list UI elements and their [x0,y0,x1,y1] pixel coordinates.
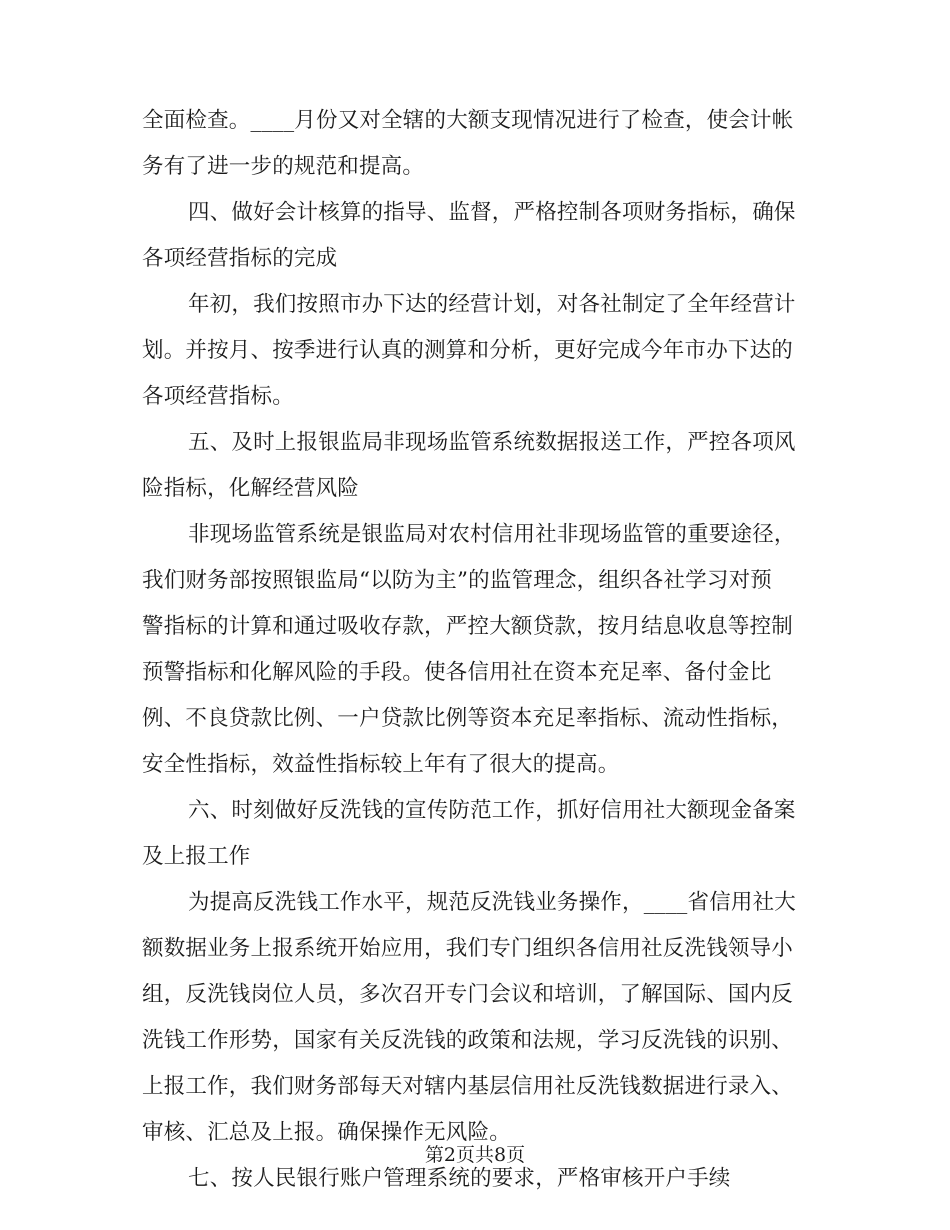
section-heading-6: 六、时刻做好反洗钱的宣传防范工作，抓好信用社大额现金备案 [188,798,796,823]
text-line: 各项经营指标。 [142,384,294,409]
section-heading-6-cont: 及上报工作 [142,844,251,869]
text-line: 审核、汇总及上报。确保操作无风险。 [142,1120,511,1145]
document-body [142,98,808,1202]
text-line: 全面检查。____月份又对全辖的大额支现情况进行了检查，使会计帐 [142,108,794,133]
text-line: 年初，我们按照市办下达的经营计划，对各社制定了全年经营计 [188,292,796,317]
text-line: 洗钱工作形势，国家有关反洗钱的政策和法规，学习反洗钱的识别、 [142,1028,794,1053]
section-heading-4-cont: 各项经营指标的完成 [142,246,338,271]
text-line: 警指标的计算和通过吸收存款，严控大额贷款，按月结息收息等控制 [142,614,794,639]
text-line: 额数据业务上报系统开始应用，我们专门组织各信用社反洗钱领导小 [142,936,794,961]
text-line: 非现场监管系统是银监局对农村信用社非现场监管的重要途径， [188,522,796,547]
text-line: 我们财务部按照银监局“以防为主”的监管理念，组织各社学习对预 [142,568,772,593]
section-heading-4: 四、做好会计核算的指导、监督，严格控制各项财务指标，确保 [188,200,796,225]
section-heading-5-cont: 险指标，化解经营风险 [142,476,360,501]
text-line: 务有了进一步的规范和提高。 [142,154,425,179]
text-line: 上报工作，我们财务部每天对辖内基层信用社反洗钱数据进行录入、 [142,1074,794,1099]
page-number: 第2页共8页 [424,1144,526,1166]
text-line: 预警指标和化解风险的手段。使各信用社在资本充足率、备付金比 [142,660,772,685]
text-line: 安全性指标，效益性指标较上年有了很大的提高。 [142,752,620,777]
text-line: 划。并按月、按季进行认真的测算和分析，更好完成今年市办下达的 [142,338,794,363]
section-heading-7: 七、按人民银行账户管理系统的要求，严格审核开户手续 [188,1166,731,1191]
text-line: 组，反洗钱岗位人员，多次召开专门会议和培训，了解国际、国内反 [142,982,794,1007]
text-line: 为提高反洗钱工作水平，规范反洗钱业务操作，____省信用社大 [188,890,797,915]
section-heading-5: 五、及时上报银监局非现场监管系统数据报送工作，严控各项风 [188,430,796,455]
text-line: 例、不良贷款比例、一户贷款比例等资本充足率指标、流动性指标， [142,706,794,731]
